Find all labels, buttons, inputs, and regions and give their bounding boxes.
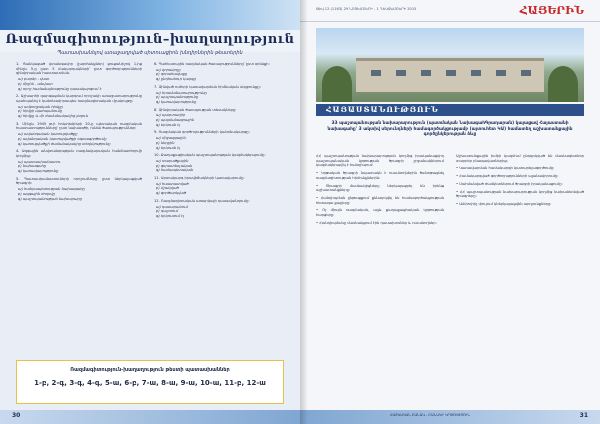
test-question (154, 85, 280, 105)
answer-option: ա) բարձր - վատ (18, 77, 50, 82)
article-paragraph: • ՀՀ պաշտպանության նախարարության կողմից նախաձեռնված ծրագրերը: (456, 190, 584, 199)
article-paragraph: • Համակարգված գործողությունների պլանավորումը: (456, 174, 584, 179)
answer-option: գ) երկուսում էլ (156, 213, 184, 218)
photo-window (521, 70, 531, 76)
photo-tree (548, 66, 578, 102)
answer-option: ա) հանրապետության նախագահը (18, 187, 85, 192)
test-question (16, 149, 142, 174)
answer-option: բ) հիմքի պահպանումը (18, 109, 63, 114)
answer-option: ա) դասարանում (156, 204, 188, 209)
left-page-subtitle: Պատասխանելով առաջադրված սիտուացիոն խնդիրներին թեստերին (57, 50, 243, 56)
answer-option: ա) պատասխանատու (18, 159, 61, 164)
article-paragraph: • Ամփոփիչ փուլում կներկայացվեն արդյունքները: (456, 202, 584, 207)
answer-option: գ) կառուցվածքի ժամանակակից տեղեկությունը (18, 141, 111, 146)
article-paragraph: • Սահմանված ժամկետներում ծրագրի իրականացումը: (456, 182, 584, 187)
question-text: 6. Պահեստային ռազմական ծառայությունները՝ ըստ օրենքի: (154, 62, 270, 66)
answer-option: բ) միջին - անվատ (18, 81, 53, 86)
photo-caption-text: ՀԱՅԱՍՏԱՆՈՒԹՅՈՒՆ (326, 105, 439, 114)
photo-window (371, 70, 381, 76)
magazine-brand-logo: ՀԱՅԵՐԻՆ (519, 4, 584, 17)
answer-option: ա) ամբողջական հիմքը (18, 104, 63, 109)
test-question (16, 94, 142, 119)
answer-key-box (16, 360, 284, 404)
answer-option: գ) երկուսն էլ (156, 122, 181, 127)
article-paragraph: • Կրթական ծրագրի նպատակն է ուսանողներին ծանոթացնել ռազմագիտության հիմունքներին: (316, 171, 444, 180)
article-paragraph: Աշխատանքային խմբի կազմում ընդգրկված են մասնագետներ տարբեր բնագավառներից: (456, 154, 584, 163)
footer-text: ՀԱՅԿԱԿԱՆ ԲԱՆԱԿ - ԲԱՆԱԿԻ ԿՐԹՈՒԹՅՈՒՆ (390, 413, 470, 417)
page-number-left: 30 (12, 412, 21, 419)
answer-option: բ) մշակված (156, 186, 179, 191)
photo-window (446, 70, 456, 76)
photo-window (496, 70, 506, 76)
article-paragraph: • Ծրագրի մասնակիցները ներկայացրել են իրենց աշխատանքները: (316, 184, 444, 193)
question-text: 4. Ազգային անվտանգության ռազմավարական հանձնաժողովի կողմից: (16, 149, 142, 158)
answer-option: գ) ընդհանուր կարգը (156, 77, 196, 82)
question-text: 8. Զինվորական ծառայության տեսակները: (154, 107, 237, 112)
answer-option: գ) պաշտպանության նախարարը (18, 196, 83, 201)
article-column-1 (316, 154, 444, 228)
answer-option: ա) տարածքային (156, 158, 189, 163)
photo-window (421, 70, 431, 76)
answer-option: ա) պարտադիր (156, 113, 186, 118)
answer-option: գ) հիմքը և մի ժամանակակից լեզուն (18, 114, 89, 119)
answer-option: ա) հաստատված (156, 181, 189, 186)
gutter-shadow (300, 0, 308, 424)
questions-column-2 (154, 62, 280, 222)
building-photo (316, 28, 584, 102)
answer-option: բ) ավանդական կառուցվածքի օգտագործումը (18, 136, 107, 141)
answer-option: գ) գործարկված (156, 191, 187, 196)
article-paragraph: ՀՀ պաշտպանության նախարարության կողմից իրականացվող պաշտպանական կրթության ծրագրի շրջանակներում կազմակերպվել է հանդիպում: (316, 154, 444, 168)
article-column-2 (456, 154, 584, 210)
answer-option: ա) զորակոչը (156, 67, 181, 72)
issue-info: Թիվ 12 (1163) 29 ՆՈՅԵՄԲԵՐԻ - 1 ԴԵԿՏԵՄԲԵՐԻ 2015 (316, 7, 417, 11)
left-footer-band (0, 410, 300, 424)
answer-option: ա) ավանդական կառուցվածքը (18, 132, 78, 137)
page-number-right: 31 (579, 412, 588, 419)
test-question (16, 62, 142, 91)
test-question (154, 176, 280, 196)
test-question (154, 153, 280, 173)
question-text: 1. Ցանկացած վտանգավոր (չարժանքներ) ցուցանիշով 1-ից մինչև 5-ը ըստ 5 մակարդակների՝ ըստ գործողությունների զինվորական հաստատման. (16, 62, 142, 76)
answer-option: գ) համապետական (156, 168, 194, 173)
article-paragraph: • Կառավարման համակարգի կատարելագործումը: (456, 166, 584, 171)
article-paragraph: • Հանդիպմանը մասնակցում էին դասախոսներ և ուսանողներ: (316, 221, 444, 226)
article-paragraph: • Հանդիպման ընթացքում քննարկվել են համագործակցության հետագա քայլերը: (316, 196, 444, 205)
question-text: 9. Ռազմական գործողությունների կանոնակարգը: (154, 130, 250, 135)
answer-option: գ) կառավարությունը (18, 169, 59, 174)
photo-window (396, 70, 406, 76)
answer-option: բ) զորահավաքը (156, 72, 188, 77)
test-question (154, 108, 280, 128)
answer-key-title: Ռազմագիտություն-խաղաղություն թեստի պատասխաններ (70, 367, 230, 373)
test-question (154, 62, 280, 82)
answer-option: բ) դաշտում (156, 209, 179, 214)
photo-caption-bar (316, 104, 584, 116)
answer-option: ա) հրամանատարությունը (156, 90, 207, 95)
photo-tree (322, 66, 352, 102)
test-question (154, 130, 280, 150)
question-text: 10. Քաղաքացիական պաշտպանության կազմակերպումը: (154, 153, 266, 158)
left-page-title: Ռազմագիտություն–խաղաղություն (5, 32, 295, 47)
article-paragraph: • Ոչ միայն ռազմական, այլև քաղաքացիական կրթության հարցերը: (316, 208, 444, 217)
answer-key-list: 1-բ, 2-գ, 3-գ, 4-գ, 5-ա, 6-բ, 7-ա, 8-ա, 9-ա, 10-ա, 11-բ, 12-ա (34, 379, 266, 387)
answer-option: ա) միջազգային (156, 136, 186, 141)
answer-option: բ) գերատեսչական (156, 163, 193, 168)
test-question (154, 199, 280, 219)
left-top-band (0, 0, 300, 30)
question-text: 7. Զինված ուժերի կառավարման հիմնական սկզբունքը: (154, 84, 261, 89)
test-question (16, 177, 142, 202)
answer-option: բ) նախագահը (18, 164, 47, 169)
questions-column-1 (16, 62, 142, 204)
question-text: 2. Աշխարհի զարգացման կարգում որոշակի առաջատարությունը պահպանել է կանոնավորապես ռազմագիտական մշակույթը: (16, 94, 142, 103)
answer-option: բ) պաշտպանությունը (156, 95, 199, 100)
test-question (16, 122, 142, 147)
answer-option: գ) որոշ համաձայնությունը դասակարգում է (18, 86, 102, 91)
question-text: 12. Ռազմագիտական առարկայի դասավանդումը: (154, 198, 250, 203)
photo-window (471, 70, 481, 76)
question-text: 3. Մինչև 1945 թ-ի հոկտեմբերի 20-ը պետական ռազմական հաստատությունները՝ ըստ նախագծի, ունեն ծառայություններ: (16, 121, 142, 131)
answer-option: բ) ազգային ժողովը (18, 191, 55, 196)
right-page (300, 0, 600, 424)
question-text: 11. Արտակարգ իրավիճակների կառավարումը: (154, 176, 245, 181)
answer-option: բ) պայմանագրային (156, 118, 195, 123)
answer-option: գ) կառավարությունը (156, 99, 197, 104)
answer-option: բ) ներքին (156, 140, 175, 145)
article-headline: 33 պաշտպանության նախարարություն (պատմական ՆախագահԳրադարան) կայացավ Հայաստանի նախագահը՝ 3 ակտիվ սերունդների համագործակցությամբ (այտուհետ ԿԱ) համատեղ աշխատանքային գործընկերության ձևը (327, 121, 573, 138)
question-text: 5. Պատասխանատուների որոշումները ըստ ներկայացված ծրագրի: (16, 176, 142, 186)
answer-option: գ) երկուսն էլ (156, 145, 181, 150)
